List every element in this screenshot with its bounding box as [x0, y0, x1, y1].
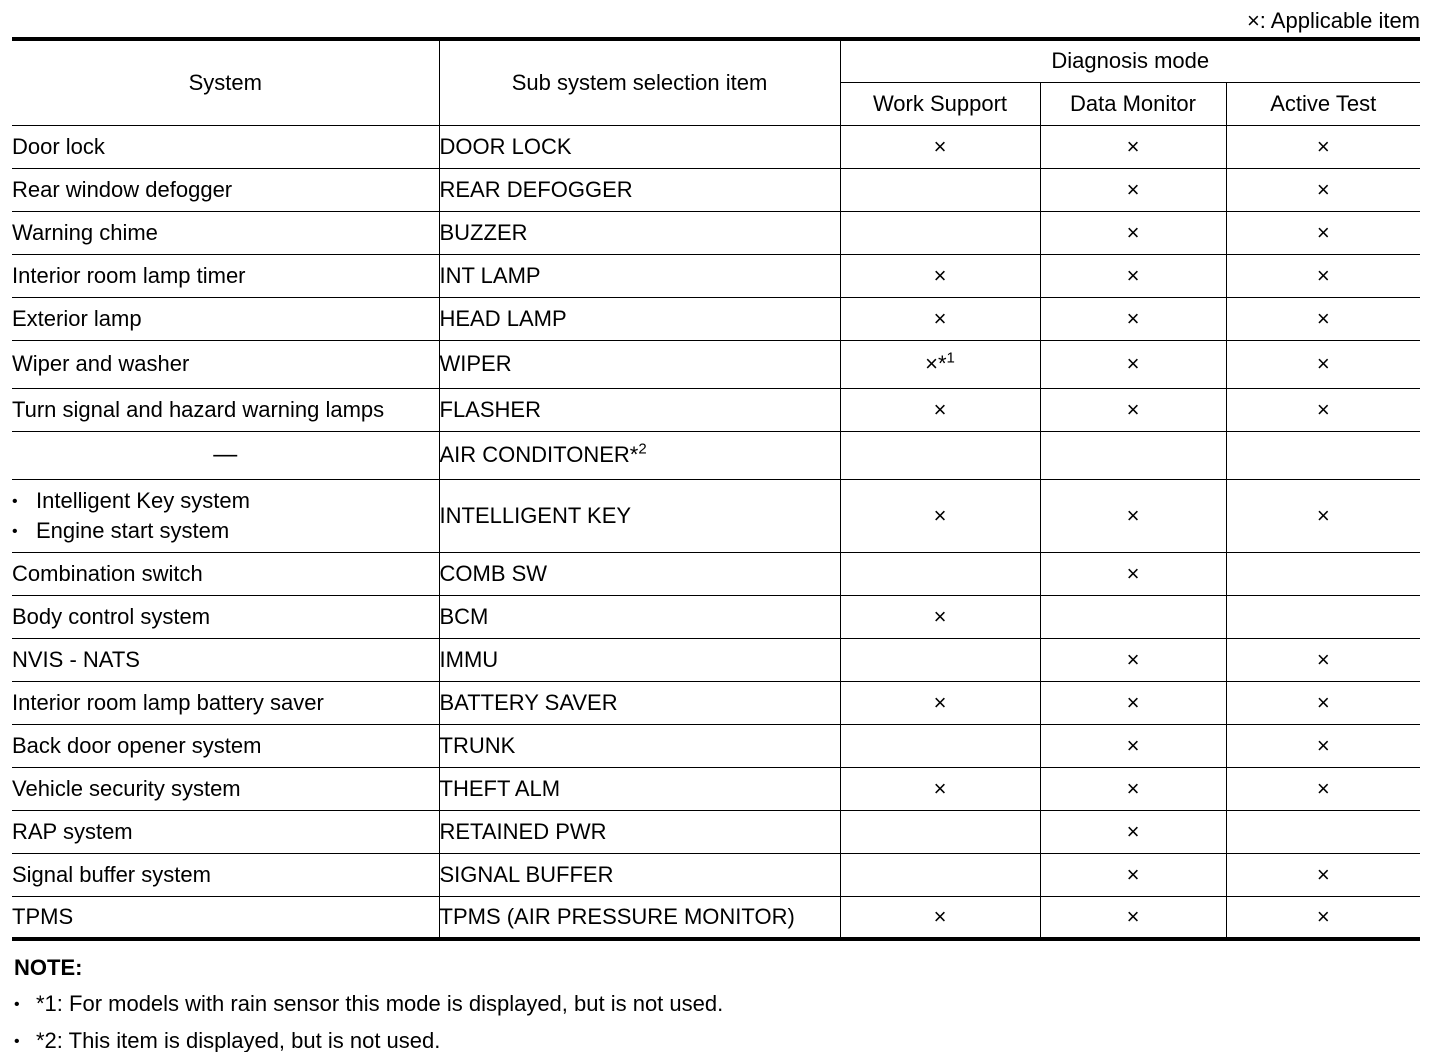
table-row — [12, 211, 1420, 254]
system-cell: Door lock — [12, 125, 439, 168]
table-row — [12, 552, 1420, 595]
sub-system-label: COMB SW — [439, 560, 548, 586]
active-test-cell — [1226, 595, 1420, 638]
applicable-mark: × — [1126, 646, 1140, 672]
table-row — [12, 125, 1420, 168]
data-monitor-cell — [1040, 340, 1226, 388]
work-support-cell — [840, 552, 1040, 595]
data-monitor-cell — [1040, 125, 1226, 168]
work-support-cell — [840, 388, 1040, 431]
table-row — [12, 896, 1420, 939]
active-test-cell — [1226, 767, 1420, 810]
system-cell: RAP system — [12, 810, 439, 853]
applicable-mark: × — [1316, 351, 1330, 376]
applicable-mark: × — [933, 133, 947, 159]
system-cell: Wiper and washer — [12, 340, 439, 388]
data-monitor-cell — [1040, 724, 1226, 767]
applicable-mark: × — [1126, 133, 1140, 159]
header-work-support: Work Support — [840, 82, 1040, 125]
active-test-cell — [1226, 638, 1420, 681]
work-support-cell — [840, 638, 1040, 681]
sub-system-label: RETAINED PWR — [439, 818, 607, 844]
applicable-mark: × — [1126, 305, 1140, 331]
system-bullet-list — [12, 486, 439, 546]
data-monitor-cell — [1040, 168, 1226, 211]
applicable-mark: × — [1126, 219, 1140, 245]
system-cell: Signal buffer system — [12, 853, 439, 896]
sub-system-label: HEAD LAMP — [439, 305, 567, 331]
data-monitor-cell — [1040, 767, 1226, 810]
header-diagnosis-mode: Diagnosis mode — [840, 39, 1420, 82]
sub-system-label: WIPER — [439, 351, 512, 376]
applicable-mark: × — [1126, 861, 1140, 887]
applicable-mark: × — [1316, 861, 1330, 887]
work-support-cell — [840, 595, 1040, 638]
applicable-mark: × — [933, 396, 947, 422]
applicable-mark: × — [1126, 351, 1140, 376]
sub-system-cell — [439, 431, 840, 479]
work-support-cell — [840, 254, 1040, 297]
work-support-cell — [840, 479, 1040, 552]
sub-system-label: BCM — [439, 603, 489, 629]
header-sub-system: Sub system selection item — [439, 39, 840, 125]
applicable-mark: × — [1126, 176, 1140, 202]
system-cell: Body control system — [12, 595, 439, 638]
active-test-cell — [1226, 254, 1420, 297]
applicable-mark: × — [1126, 689, 1140, 715]
notes-title: NOTE: — [14, 955, 83, 980]
work-support-cell — [840, 125, 1040, 168]
data-monitor-cell — [1040, 297, 1226, 340]
applicable-mark: × — [933, 262, 947, 288]
table-body — [12, 125, 1420, 939]
system-cell: Back door opener system — [12, 724, 439, 767]
work-support-cell — [840, 168, 1040, 211]
data-monitor-cell — [1040, 254, 1226, 297]
sub-system-cell — [439, 853, 840, 896]
data-monitor-cell — [1040, 853, 1226, 896]
work-support-cell — [840, 340, 1040, 388]
system-cell: Vehicle security system — [12, 767, 439, 810]
applicable-mark: × — [1126, 396, 1140, 422]
applicable-mark: × — [1126, 818, 1140, 844]
data-monitor-cell — [1040, 681, 1226, 724]
sub-system-label: TRUNK — [439, 732, 516, 758]
sub-system-cell — [439, 211, 840, 254]
sub-system-cell — [439, 810, 840, 853]
active-test-cell — [1226, 297, 1420, 340]
applicable-mark: × — [1316, 775, 1330, 801]
data-monitor-cell — [1040, 638, 1226, 681]
table-row — [12, 595, 1420, 638]
active-test-cell — [1226, 810, 1420, 853]
diagnosis-mode-table — [12, 37, 1420, 941]
data-monitor-cell — [1040, 431, 1226, 479]
table-row — [12, 767, 1420, 810]
applicable-mark: × — [1316, 176, 1330, 202]
system-cell: TPMS — [12, 896, 439, 939]
active-test-cell — [1226, 552, 1420, 595]
applicable-mark: × — [1316, 646, 1330, 672]
applicable-mark: × — [933, 603, 947, 629]
applicable-mark: × — [1316, 133, 1330, 159]
sub-system-cell — [439, 479, 840, 552]
active-test-cell — [1226, 388, 1420, 431]
sub-system-cell — [439, 388, 840, 431]
active-test-cell — [1226, 431, 1420, 479]
work-support-cell — [840, 681, 1040, 724]
sub-system-label: INT LAMP — [439, 262, 541, 288]
system-cell: Interior room lamp battery saver — [12, 681, 439, 724]
table-row — [12, 638, 1420, 681]
applicable-mark: × — [1126, 732, 1140, 758]
system-cell: Warning chime — [12, 211, 439, 254]
table-row — [12, 254, 1420, 297]
data-monitor-cell — [1040, 896, 1226, 939]
table-row — [12, 388, 1420, 431]
note-item: • *1: For models with rain sensor this mode is displayed, but is not used. — [14, 990, 723, 1019]
active-test-cell — [1226, 853, 1420, 896]
applicable-mark: × — [1316, 305, 1330, 331]
system-cell: Turn signal and hazard warning lamps — [12, 388, 439, 431]
header-system: System — [12, 39, 439, 125]
work-support-cell — [840, 896, 1040, 939]
sub-system-cell — [439, 595, 840, 638]
sub-system-cell — [439, 681, 840, 724]
applicable-mark: × — [933, 775, 947, 801]
header-active-test: Active Test — [1226, 82, 1420, 125]
applicable-mark: × — [1126, 502, 1140, 528]
applicable-mark: × — [933, 689, 947, 715]
sub-system-cell — [439, 254, 840, 297]
note-item: • *2: This item is displayed, but is not used. — [14, 1027, 723, 1052]
active-test-cell — [1226, 896, 1420, 939]
active-test-cell — [1226, 479, 1420, 552]
applicable-mark: × — [1126, 262, 1140, 288]
sub-system-label: SIGNAL BUFFER — [439, 861, 614, 887]
sub-system-label: THEFT ALM — [439, 775, 561, 801]
system-bullet-item: • Engine start system — [12, 516, 439, 546]
table-row — [12, 724, 1420, 767]
table-row — [12, 168, 1420, 211]
system-cell: Combination switch — [12, 552, 439, 595]
data-monitor-cell — [1040, 388, 1226, 431]
system-cell: Exterior lamp — [12, 297, 439, 340]
sub-system-label: FLASHER — [439, 396, 541, 422]
system-cell: Rear window defogger — [12, 168, 439, 211]
system-cell: — — [12, 431, 439, 479]
sub-system-label: AIR CONDITONER* — [439, 442, 639, 467]
sub-system-label: BUZZER — [439, 219, 528, 245]
footnote-ref: 1 — [946, 349, 955, 367]
work-support-cell — [840, 297, 1040, 340]
applicable-mark: × — [1316, 903, 1330, 929]
system-bullet-item: • Intelligent Key system — [12, 486, 439, 516]
applicable-mark: × — [1316, 396, 1330, 422]
active-test-cell — [1226, 340, 1420, 388]
active-test-cell — [1226, 125, 1420, 168]
data-monitor-cell — [1040, 595, 1226, 638]
sub-system-label: DOOR LOCK — [439, 133, 572, 159]
applicable-mark: × — [1126, 560, 1140, 586]
applicable-mark: × — [1126, 775, 1140, 801]
work-support-cell — [840, 767, 1040, 810]
system-cell: Interior room lamp timer — [12, 254, 439, 297]
data-monitor-cell — [1040, 552, 1226, 595]
applicable-mark: × — [933, 305, 947, 331]
data-monitor-cell — [1040, 810, 1226, 853]
active-test-cell — [1226, 211, 1420, 254]
footnote-ref: 2 — [638, 440, 647, 458]
sub-system-cell — [439, 297, 840, 340]
sub-system-label: BATTERY SAVER — [439, 689, 618, 715]
applicable-mark: × — [1316, 732, 1330, 758]
work-support-cell — [840, 211, 1040, 254]
work-support-cell — [840, 431, 1040, 479]
sub-system-cell — [439, 125, 840, 168]
active-test-cell — [1226, 168, 1420, 211]
applicable-mark: ×* — [925, 351, 947, 376]
applicable-mark: × — [1316, 689, 1330, 715]
active-test-cell — [1226, 681, 1420, 724]
active-test-cell — [1226, 724, 1420, 767]
table-row — [12, 479, 1420, 552]
table-row — [12, 340, 1420, 388]
sub-system-cell — [439, 340, 840, 388]
data-monitor-cell — [1040, 211, 1226, 254]
sub-system-label: REAR DEFOGGER — [439, 176, 633, 202]
work-support-cell — [840, 810, 1040, 853]
applicable-mark: × — [1316, 502, 1330, 528]
sub-system-label: IMMU — [439, 646, 499, 672]
work-support-cell — [840, 853, 1040, 896]
sub-system-cell — [439, 724, 840, 767]
sub-system-cell — [439, 638, 840, 681]
table-row — [12, 297, 1420, 340]
applicable-mark: × — [933, 502, 947, 528]
applicable-mark: × — [1316, 262, 1330, 288]
table-row — [12, 853, 1420, 896]
sub-system-cell — [439, 552, 840, 595]
table-row — [12, 431, 1420, 479]
data-monitor-cell — [1040, 479, 1226, 552]
system-cell: NVIS - NATS — [12, 638, 439, 681]
notes-section — [14, 954, 723, 1052]
work-support-cell — [840, 724, 1040, 767]
applicable-mark: × — [933, 903, 947, 929]
header-data-monitor: Data Monitor — [1040, 82, 1226, 125]
applicable-mark: × — [1126, 903, 1140, 929]
sub-system-cell — [439, 767, 840, 810]
table-row — [12, 681, 1420, 724]
sub-system-cell — [439, 168, 840, 211]
table-row — [12, 810, 1420, 853]
applicable-mark: × — [1316, 219, 1330, 245]
applicable-item-legend: ×: Applicable item — [1246, 8, 1420, 33]
sub-system-cell — [439, 896, 840, 939]
system-cell — [12, 479, 439, 552]
sub-system-label: TPMS (AIR PRESSURE MONITOR) — [439, 903, 795, 929]
sub-system-label: INTELLIGENT KEY — [439, 502, 632, 528]
